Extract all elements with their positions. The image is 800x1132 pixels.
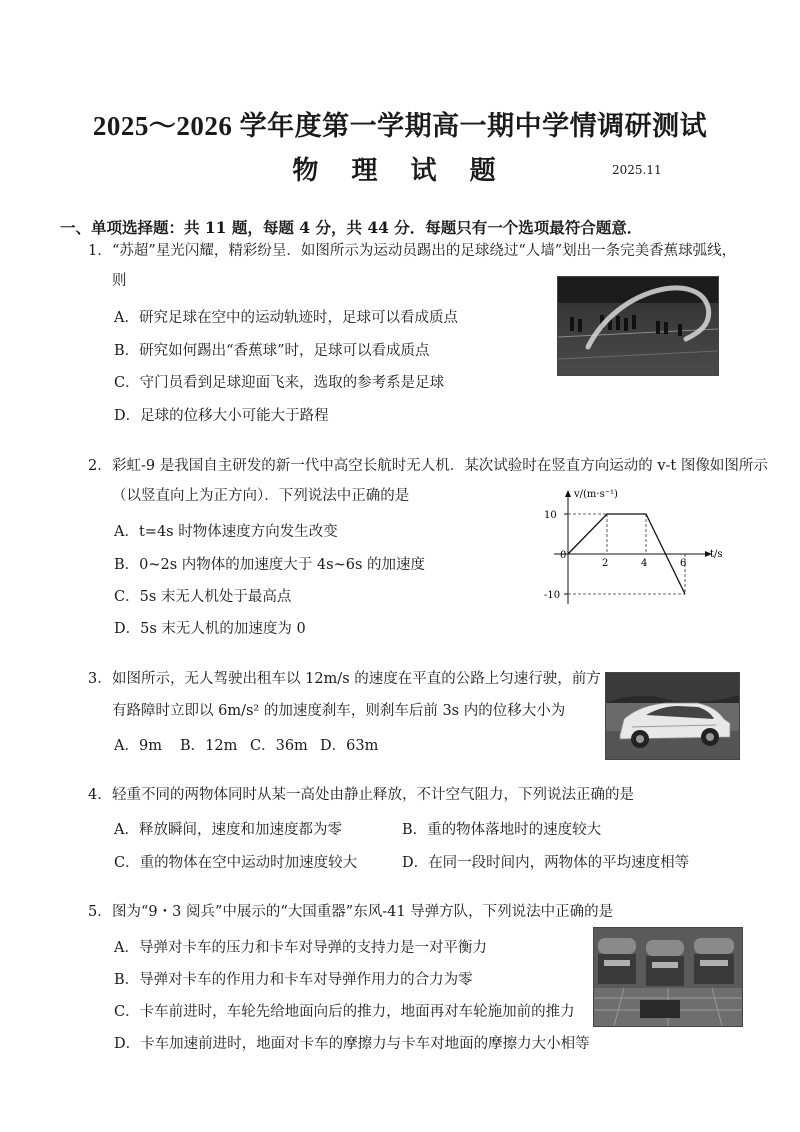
option-b: B．0~2s 内物体的加速度大于 4s~6s 的加速度 bbox=[114, 557, 426, 573]
option-d: D．5s 末无人机的加速度为 0 bbox=[114, 621, 306, 637]
option-b: B．研究如何踢出“香蕉球”时，足球可以看成质点 bbox=[114, 343, 430, 359]
question-stem: （以竖直向上为正方向）．下列说法中正确的是 bbox=[112, 488, 410, 504]
option-b: B．导弹对卡车的作用力和卡车对导弹作用力的合力为零 bbox=[114, 972, 473, 988]
question-stem: 则 bbox=[112, 273, 127, 289]
option-b: B．重的物体落地时的速度较大 bbox=[402, 822, 602, 838]
taxi-photo bbox=[605, 672, 740, 760]
tick-label-x2: 2 bbox=[602, 558, 609, 569]
option-c: C．36m bbox=[250, 738, 308, 754]
section-heading: 一、单项选择题：共 11 题，每题 4 分，共 44 分．每题只有一个选项最符合题意． bbox=[60, 218, 643, 237]
question-number: 1． bbox=[88, 243, 112, 259]
tick-label-x0: 0 bbox=[560, 550, 567, 561]
option-a: A．导弹对卡车的压力和卡车对导弹的支持力是一对平衡力 bbox=[114, 940, 487, 956]
question-stem: 彩虹-9 是我国自主研发的新一代中高空长航时无人机．某次试验时在竖直方向运动的 v-t 图像如图所示 bbox=[112, 458, 768, 474]
question-number: 5． bbox=[88, 904, 112, 920]
vt-graph bbox=[540, 482, 730, 612]
option-b: B．12m bbox=[180, 738, 238, 754]
question-number: 2． bbox=[88, 458, 112, 474]
page-title: 2025～2026 学年度第一学期高一期中学情调研测试 bbox=[92, 111, 708, 141]
tick-label-y-pos: 10 bbox=[544, 510, 557, 521]
option-a: A．t=4s 时物体速度方向发生改变 bbox=[114, 524, 338, 540]
option-a: A．释放瞬间，速度和加速度都为零 bbox=[114, 822, 342, 838]
question-stem: 图为“9・3 阅兵”中展示的“大国重器”东风-41 导弹方队，下列说法中正确的是 bbox=[112, 904, 614, 920]
option-c: C．守门员看到足球迎面飞来，选取的参考系是足球 bbox=[114, 375, 445, 391]
question-number: 3． bbox=[88, 671, 112, 687]
exam-date: 2025.11 bbox=[612, 163, 662, 177]
tick-label-x6: 6 bbox=[680, 558, 687, 569]
graph-ylabel: v/(m·s⁻¹) bbox=[574, 489, 618, 500]
option-c: C．重的物体在空中运动时加速度较大 bbox=[114, 855, 358, 871]
question-stem: 轻重不同的两物体同时从某一高处由静止释放，不计空气阻力，下列说法正确的是 bbox=[112, 787, 634, 803]
tick-label-y-neg: -10 bbox=[544, 590, 561, 601]
missile-parade-photo bbox=[593, 927, 743, 1027]
option-a: A．研究足球在空中的运动轨迹时，足球可以看成质点 bbox=[114, 310, 458, 326]
graph-xlabel: t/s bbox=[710, 549, 723, 560]
option-d: D．63m bbox=[320, 738, 379, 754]
y-axis-arrow bbox=[565, 490, 571, 497]
question-stem: 有路障时立即以 6m/s² 的加速度刹车，则刹车后前 3s 内的位移大小为 bbox=[112, 703, 566, 719]
option-c: C．5s 末无人机处于最高点 bbox=[114, 589, 292, 605]
option-d: D．在同一段时间内，两物体的平均速度相等 bbox=[402, 855, 690, 871]
option-d: D．卡车加速前进时，地面对卡车的摩擦力与卡车对地面的摩擦力大小相等 bbox=[114, 1036, 590, 1052]
question-stem: “苏超”星光闪耀，精彩纷呈．如图所示为运动员踢出的足球绕过“人墙”划出一条完美香蕉球弧线， bbox=[112, 243, 737, 259]
option-a: A．9m bbox=[114, 738, 162, 754]
question-number: 4． bbox=[88, 787, 112, 803]
football-photo bbox=[557, 276, 719, 376]
option-d: D．足球的位移大小可能大于路程 bbox=[114, 408, 329, 424]
question-stem: 如图所示，无人驾驶出租车以 12m/s 的速度在平直的公路上匀速行驶，前方 bbox=[112, 671, 601, 687]
tick-label-x4: 4 bbox=[641, 558, 648, 569]
option-c: C．卡车前进时，车轮先给地面向后的推力，地面再对车轮施加前的推力 bbox=[114, 1004, 575, 1020]
subject-title: 物 理 试 题 bbox=[292, 156, 508, 186]
